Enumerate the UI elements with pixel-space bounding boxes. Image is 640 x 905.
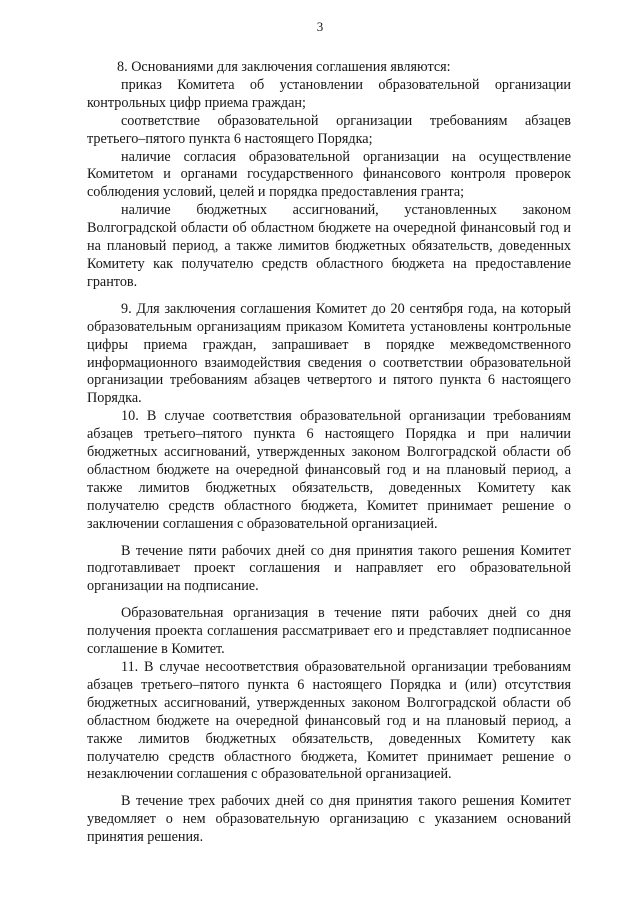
paragraph-gap <box>87 596 571 605</box>
paragraph-8-item-order: приказ Комитета об установлении образовательной организации контрольных цифр приема граждан; <box>87 76 571 111</box>
paragraph-gap <box>87 534 571 543</box>
document-body <box>87 59 571 847</box>
paragraph-11-notice: В течение трех рабочих дней со дня принятия такого решения Комитет уведомляет о нем образовательную организацию с указанием оснований принятия решения. <box>87 793 571 846</box>
paragraph-gap <box>87 292 571 301</box>
paragraph-10-project: В течение пяти рабочих дней со дня принятия такого решения Комитет подготавливает проект соглашения и направляет его образовательной организации на подписание. <box>87 542 571 595</box>
paragraph-8-item-compliance: соответствие образовательной организации требованиям абзацев третьего–пятого пункта 6 настоящего Порядка; <box>87 112 571 147</box>
paragraph-8-heading: 8. Основаниями для заключения соглашения являются: <box>117 59 451 75</box>
paragraph-9: 9. Для заключения соглашения Комитет до 20 сентября года, на который образовательным организациям приказом Комитета установлены контрольные цифры приема граждан, запрашивает в порядке межведомственного информационного взаимодействия сведения о соответствии образовательной организации требованиям абзацев четвертого и пятого пункта 6 настоящего Порядка. <box>87 300 571 407</box>
paragraph-10: 10. В случае соответствия образовательной организации требованиям абзацев третьего–пятого пункта 6 настоящего Порядка и при наличии бюджетных ассигнований, утвержденных законом Волгоградской области об областном бюджете на очередной финансовый год и на плановый период, а также лимитов бюджетных обязательств, доведенных Комитету как получателю средств областного бюджета, Комитет принимает решение о заключении соглашения с образовательной организацией. <box>87 408 571 532</box>
paragraph-gap <box>87 784 571 793</box>
paragraph-8-item-consent: наличие согласия образовательной организации на осуществление Комитетом и органами государственного финансового контроля проверок соблюдения условий, целей и порядка предоставления гранта; <box>87 148 571 201</box>
paragraph-8-item-budget: наличие бюджетных ассигнований, установленных законом Волгоградской области об областном бюджете на очередной финансовый год и на плановый период, а также лимитов бюджетных обязательств, доведенных Комитету как получателю средств областного бюджета на предоставление грантов. <box>87 202 571 290</box>
paragraph-11: 11. В случае несоответствия образовательной организации требованиям абзацев третьего–пятого пункта 6 настоящего Порядка и (или) отсутствия бюджетных ассигнований, утвержденных законом Волгоградской области об областном бюджете на очередной финансовый год и на плановый период, а также лимитов бюджетных обязательств, доведенных Комитету как получателю средств областного бюджета, Комитет принимает решение о незаключении соглашения с образовательной организацией. <box>87 659 571 783</box>
paragraph-10-signing: Образовательная организация в течение пяти рабочих дней со дня получения проекта соглашения рассматривает его и представляет подписанное соглашение в Комитет. <box>87 605 571 658</box>
page-number: 3 <box>316 19 324 34</box>
